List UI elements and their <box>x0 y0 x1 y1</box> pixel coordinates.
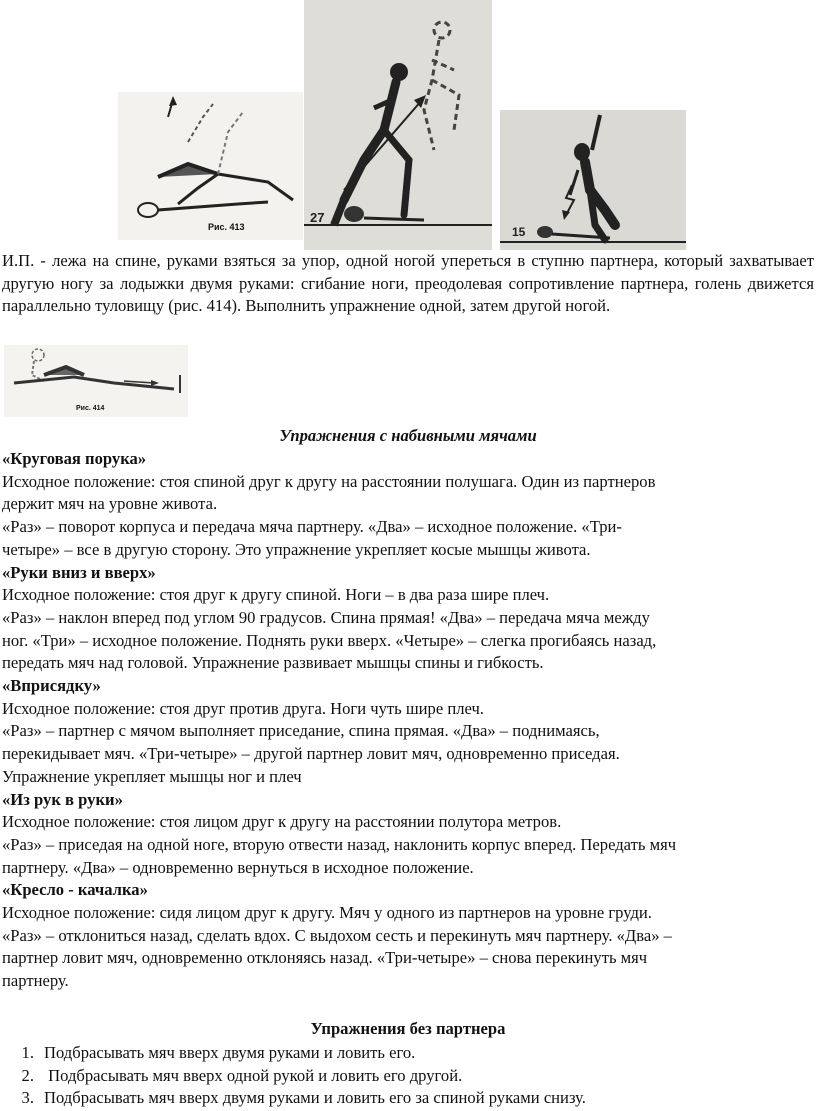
exercise-line: партнеру. «Два» – одновременно вернуться в исходное положение. <box>2 857 474 877</box>
figure-15-number: 15 <box>512 225 526 239</box>
exercise-line: «Раз» – поворот корпуса и передача мяча партнеру. «Два» – исходное положение. «Три- <box>2 517 622 537</box>
exercise-line: «Раз» – наклон вперед под углом 90 градусов. Спина прямая! «Два» – передача мяча между <box>2 607 650 627</box>
figure-414-caption: Рис. 414 <box>76 405 105 412</box>
figure-413 <box>118 92 303 240</box>
exercise-line: ног. «Три» – исходное положение. Поднять руки вверх. «Четыре» – слегка прогибаясь назад, <box>2 630 657 650</box>
exercise-title: «Из рук в руки» <box>2 789 123 809</box>
exercise-title: «Круговая порука» <box>2 449 147 468</box>
figure-413-caption: Рис. 413 <box>208 222 245 232</box>
list-item-text: Подбрасывать мяч вверх двумя руками и ловить его за спиной руками снизу. <box>44 1088 586 1108</box>
exercise-block <box>2 562 814 676</box>
exercise-title: «Вприсядку» <box>2 676 101 696</box>
exercise-title: «Кресло - качалка» <box>2 880 148 900</box>
list-item-number: 3. <box>21 1088 34 1108</box>
exercise-line: партнеру. <box>2 971 69 991</box>
solo-exercises-list <box>0 1042 816 1110</box>
list-item-text: Подбрасывать мяч вверх одной рукой и ловить его другой. <box>44 1065 463 1085</box>
figure-27-drawing <box>304 0 492 250</box>
exercise-line: Исходное положение: стоя друг к другу спиной. Ноги – в два раза шире плеч. <box>2 585 550 605</box>
list-item <box>0 1087 816 1110</box>
figure-414 <box>4 345 188 417</box>
exercise-block <box>2 448 814 562</box>
exercise-line: Исходное положение: сидя лицом друг к другу. Мяч у одного из партнеров на уровне груди. <box>2 903 652 923</box>
exercise-line: передать мяч над головой. Упражнение развивает мышцы спины и гибкость. <box>2 653 544 673</box>
section-heading-solo: Упражнения без партнера <box>310 1019 506 1038</box>
figure-15 <box>500 110 686 250</box>
exercise-line: Исходное положение: стоя лицом друг к другу на расстоянии полутора метров. <box>2 812 562 832</box>
exercise-line: перекидывает мяч. «Три-четыре» – другой партнер ловит мяч, одновременно приседая. <box>2 744 620 764</box>
list-item <box>0 1042 816 1065</box>
figure-27 <box>304 0 492 250</box>
exercises-list <box>2 448 814 993</box>
figure-27-number: 27 <box>310 210 325 225</box>
exercise-line: держит мяч на уровне живота. <box>2 494 218 514</box>
figure-15-drawing <box>500 110 686 250</box>
exercise-line: «Раз» – отклониться назад, сделать вдох. С выдохом сесть и перекинуть мяч партнеру. «Два» – <box>2 925 672 945</box>
exercise-line: партнер ловит мяч, одновременно отклоняясь назад. «Три-четыре» – снова перекинуть мяч <box>2 948 648 968</box>
list-item <box>0 1065 816 1088</box>
section-heading-balls: Упражнения с набивными мячами <box>279 426 537 445</box>
exercise-line: четыре» – все в другую сторону. Это упражнение укрепляет косые мышцы живота. <box>2 539 591 559</box>
exercise-line: «Раз» – партнер с мячом выполняет приседание, спина прямая. «Два» – поднимаясь, <box>2 721 600 741</box>
list-item-number: 2. <box>21 1065 34 1085</box>
figure-413-drawing <box>118 92 303 240</box>
list-item-number: 1. <box>21 1043 34 1062</box>
exercise-block <box>2 675 814 789</box>
exercise-block <box>2 789 814 880</box>
exercise-line: Исходное положение: стоя спиной друг к другу на расстоянии полушага. Один из партнеров <box>2 471 656 491</box>
exercise-line: Исходное положение: стоя друг против друга. Ноги чуть шире плеч. <box>2 698 484 718</box>
exercise-line: «Раз» – приседая на одной ноге, вторую отвести назад, наклонить корпус вперед. Передать мяч <box>2 834 677 854</box>
exercise-block <box>2 879 814 993</box>
list-item-text: Подбрасывать мяч вверх двумя руками и ловить его. <box>44 1043 416 1062</box>
exercise-title: «Руки вниз и вверх» <box>2 562 156 582</box>
intro-paragraph: И.П. - лежа на спине, руками взяться за упор, одной ногой упереться в ступню партнера, который захватывает другую ногу за лодыжки двумя руками: сгибание ноги, преодолевая сопротивление партнера, голень движется параллельно туловищу (рис. 414). Выполнить упражнение одной, затем другой ногой. <box>2 251 814 316</box>
exercise-line: Упражнение укрепляет мышцы ног и плеч <box>2 766 302 786</box>
